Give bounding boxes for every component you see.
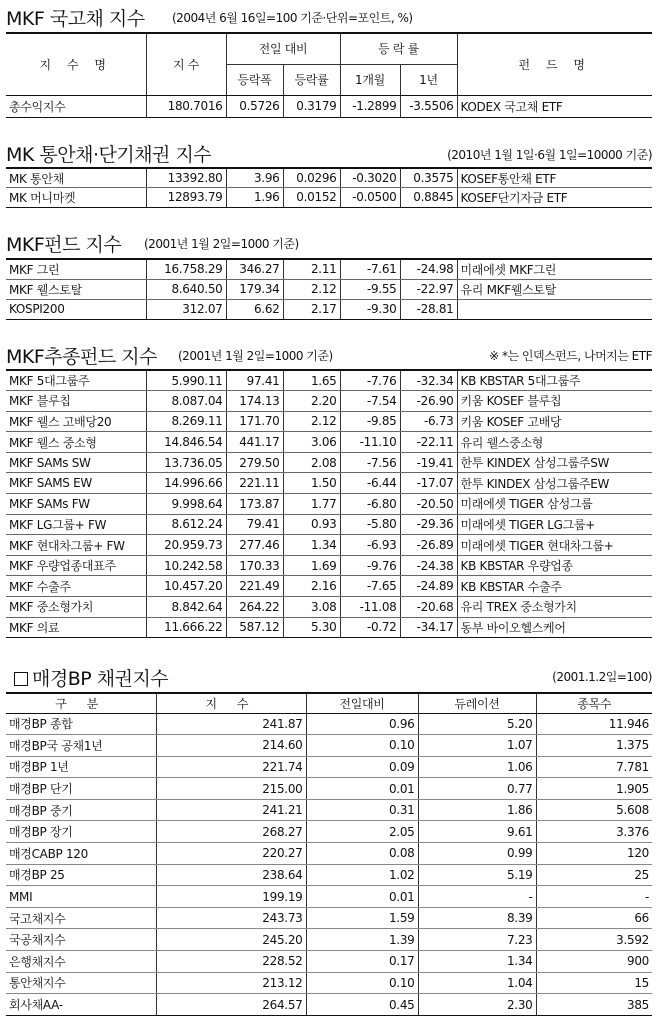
row-name: 매경BP 1년 — [6, 756, 156, 778]
row-fund-name: 한투 KINDEX 삼성그룹주EW — [457, 473, 652, 494]
s5-table — [6, 692, 652, 1016]
square-icon — [14, 672, 28, 686]
row-name: MKF 블루칩 — [6, 391, 146, 412]
row-count: 1.905 — [536, 778, 652, 800]
s3-note: (2001년 1월 2일=1000 기준) — [144, 237, 299, 251]
row-1year: -20.68 — [400, 597, 457, 618]
row-change-amount: 0.5726 — [226, 95, 283, 117]
row-1month: -9.30 — [340, 299, 400, 319]
row-fund-name: 동부 바이오헬스케어 — [457, 617, 652, 638]
table-row — [6, 951, 652, 973]
s3-table — [6, 258, 652, 320]
row-index: 264.57 — [156, 994, 306, 1016]
row-1year: -22.11 — [400, 432, 457, 453]
row-index: 10.457.20 — [146, 576, 226, 597]
row-fund-name: KOSEF단기자금 ETF — [457, 188, 652, 208]
table-row — [6, 188, 652, 208]
row-name: 매경BP 중기 — [6, 799, 156, 821]
table-row — [6, 259, 652, 279]
s3-table-wrap — [6, 258, 652, 320]
table-row — [6, 597, 652, 618]
row-index: 238.64 — [156, 864, 306, 886]
s3-title: MKF펀드 지수 — [6, 234, 122, 256]
table-row — [6, 735, 652, 757]
s5-title-wrap — [14, 664, 168, 691]
row-index: 9.998.64 — [146, 494, 226, 515]
row-1month: -6.80 — [340, 494, 400, 515]
row-duration: 7.23 — [418, 929, 536, 951]
row-prev-change: 1.02 — [306, 864, 418, 886]
s4-note2: ※ *는 인덱스펀드, 나머지는 ETF — [489, 349, 652, 363]
row-1month: -7.76 — [340, 370, 400, 391]
row-1year: -32.34 — [400, 370, 457, 391]
row-index: 214.60 — [156, 735, 306, 757]
row-count: 66 — [536, 907, 652, 929]
s5-header-dur: 듀레이션 — [418, 693, 536, 713]
s1-note: (2004년 6월 16일=100 기준·단위=포인트, %) — [172, 11, 413, 25]
row-prev-change: 1.39 — [306, 929, 418, 951]
s2-note: (2010년 1월 1일·6월 1일=10000 기준) — [447, 148, 652, 162]
s1-table — [6, 32, 652, 118]
row-name: MKF 그린 — [6, 259, 146, 279]
row-1month: -7.56 — [340, 452, 400, 473]
row-name: MKF 우량업종대표주 — [6, 555, 146, 576]
row-duration: 1.86 — [418, 799, 536, 821]
row-name: MK 머니마켓 — [6, 188, 146, 208]
table-row — [6, 494, 652, 515]
row-1month: -0.3020 — [340, 168, 400, 188]
row-name: 은행채지수 — [6, 951, 156, 973]
row-index: 10.242.58 — [146, 555, 226, 576]
row-prev-change: 1.59 — [306, 907, 418, 929]
row-index: 8.640.50 — [146, 279, 226, 299]
row-index: 199.19 — [156, 886, 306, 908]
row-change-amount: 3.96 — [226, 168, 283, 188]
row-change-rate: 2.11 — [283, 259, 340, 279]
row-duration: 8.39 — [418, 907, 536, 929]
s1-table-wrap — [6, 32, 652, 118]
row-count: 5.608 — [536, 799, 652, 821]
row-name: MKF 의료 — [6, 617, 146, 638]
row-index: 8.612.24 — [146, 514, 226, 535]
row-prev-change: 0.10 — [306, 972, 418, 994]
row-prev-change: 0.31 — [306, 799, 418, 821]
row-change-rate: 2.12 — [283, 411, 340, 432]
row-1year: -22.97 — [400, 279, 457, 299]
row-change-rate: 1.34 — [283, 535, 340, 556]
row-1month: -7.61 — [340, 259, 400, 279]
row-1year: -29.36 — [400, 514, 457, 535]
table-row — [6, 299, 652, 319]
row-fund-name: 미래에셋 TIGER 현대차그룹+ — [457, 535, 652, 556]
row-index: 5.990.11 — [146, 370, 226, 391]
table-row — [6, 168, 652, 188]
row-name: 매경BP국 공채1년 — [6, 735, 156, 757]
row-count: 3.592 — [536, 929, 652, 951]
row-name: MKF 수출주 — [6, 576, 146, 597]
row-fund-name: 미래에셋 TIGER LG그룹+ — [457, 514, 652, 535]
row-fund-name: 한투 KINDEX 삼성그룹주SW — [457, 452, 652, 473]
row-name: MKF SAMs FW — [6, 494, 146, 515]
row-1year: -19.41 — [400, 452, 457, 473]
row-name: MKF SAMS EW — [6, 473, 146, 494]
row-index: 16.758.29 — [146, 259, 226, 279]
row-prev-change: 0.09 — [306, 756, 418, 778]
row-index: 8.842.64 — [146, 597, 226, 618]
row-duration: 5.20 — [418, 713, 536, 735]
row-change-rate: 2.20 — [283, 391, 340, 412]
row-name: MKF 웰스 고배당20 — [6, 411, 146, 432]
s1-header-chg-rate: 등락률 — [283, 64, 340, 95]
s1-header-fund: 펀 드 명 — [457, 33, 652, 95]
row-1month: -11.08 — [340, 597, 400, 618]
row-index: 8.269.11 — [146, 411, 226, 432]
row-1year: -17.07 — [400, 473, 457, 494]
row-change-amount: 97.41 — [226, 370, 283, 391]
row-change-amount: 179.34 — [226, 279, 283, 299]
s1-header-prev: 전일 대비 — [226, 33, 340, 64]
row-fund-name: 유리 MKF웰스토탈 — [457, 279, 652, 299]
row-prev-change: 0.45 — [306, 994, 418, 1016]
row-count: 25 — [536, 864, 652, 886]
row-fund-name: 미래에셋 MKF그린 — [457, 259, 652, 279]
row-name: 국고채지수 — [6, 907, 156, 929]
row-fund-name: KOSEF통안채 ETF — [457, 168, 652, 188]
row-name: 매경BP 장기 — [6, 821, 156, 843]
row-1year: -20.50 — [400, 494, 457, 515]
s1-header-change: 등 락 률 — [340, 33, 457, 64]
table-row — [6, 95, 652, 117]
row-change-rate: 0.0152 — [283, 188, 340, 208]
row-name: KOSPI200 — [6, 299, 146, 319]
row-index: 13392.80 — [146, 168, 226, 188]
row-1month: -7.54 — [340, 391, 400, 412]
row-change-rate: 1.50 — [283, 473, 340, 494]
row-change-rate: 2.08 — [283, 452, 340, 473]
table-row — [6, 391, 652, 412]
table-row — [6, 972, 652, 994]
s5-note: (2001.1.2일=100) — [552, 670, 652, 684]
row-1year: -24.89 — [400, 576, 457, 597]
row-index: 312.07 — [146, 299, 226, 319]
row-count: 120 — [536, 843, 652, 865]
table-row — [6, 929, 652, 951]
row-count: 11.946 — [536, 713, 652, 735]
table-row — [6, 864, 652, 886]
row-index: 11.666.22 — [146, 617, 226, 638]
row-duration: 9.61 — [418, 821, 536, 843]
row-duration: 2.30 — [418, 994, 536, 1016]
row-duration: 1.04 — [418, 972, 536, 994]
row-prev-change: 0.10 — [306, 735, 418, 757]
row-change-rate: 2.16 — [283, 576, 340, 597]
row-fund-name: KODEX 국고채 ETF — [457, 95, 652, 117]
row-fund-name — [457, 299, 652, 319]
row-index: 220.27 — [156, 843, 306, 865]
table-row — [6, 799, 652, 821]
row-change-amount: 279.50 — [226, 452, 283, 473]
s1-header-index: 지 수 — [146, 33, 226, 95]
row-change-rate: 1.69 — [283, 555, 340, 576]
row-prev-change: 0.01 — [306, 886, 418, 908]
row-1year: 0.8845 — [400, 188, 457, 208]
s1-header-y1: 1년 — [400, 64, 457, 95]
row-1month: -5.80 — [340, 514, 400, 535]
row-1year: -28.81 — [400, 299, 457, 319]
row-name: 매경BP 단기 — [6, 778, 156, 800]
s4-note: (2001년 1월 2일=1000 기준) — [178, 349, 333, 363]
row-change-amount: 264.22 — [226, 597, 283, 618]
row-1year: -24.38 — [400, 555, 457, 576]
row-duration: - — [418, 886, 536, 908]
table-row — [6, 843, 652, 865]
s1-header-name: 지 수 명 — [6, 33, 146, 95]
row-fund-name: 유리 TREX 중소형가치 — [457, 597, 652, 618]
row-name: MKF 웰스 중소형 — [6, 432, 146, 453]
row-fund-name: KB KBSTAR 수출주 — [457, 576, 652, 597]
row-1year: -26.89 — [400, 535, 457, 556]
row-fund-name: 미래에셋 TIGER 삼성그룹 — [457, 494, 652, 515]
row-index: 8.087.04 — [146, 391, 226, 412]
row-name: 매경BP 종합 — [6, 713, 156, 735]
s4-title: MKF추종펀드 지수 — [6, 346, 157, 368]
table-row — [6, 576, 652, 597]
row-count: 3.376 — [536, 821, 652, 843]
row-count: 7.781 — [536, 756, 652, 778]
row-1month: -1.2899 — [340, 95, 400, 117]
row-index: 14.846.54 — [146, 432, 226, 453]
row-name: MKF 웰스토탈 — [6, 279, 146, 299]
row-fund-name: KB KBSTAR 5대그룹주 — [457, 370, 652, 391]
row-change-rate: 2.12 — [283, 279, 340, 299]
row-1month: -9.55 — [340, 279, 400, 299]
row-1month: -6.44 — [340, 473, 400, 494]
row-1month: -9.85 — [340, 411, 400, 432]
row-change-amount: 221.11 — [226, 473, 283, 494]
row-name: 회사채AA- — [6, 994, 156, 1016]
row-name: MKF 현대차그룹+ FW — [6, 535, 146, 556]
row-prev-change: 0.96 — [306, 713, 418, 735]
row-duration: 0.99 — [418, 843, 536, 865]
s5-title: 매경BP 채권지수 — [32, 668, 169, 690]
row-change-amount: 170.33 — [226, 555, 283, 576]
s1-header-chg-amt: 등락폭 — [226, 64, 283, 95]
row-index: 221.74 — [156, 756, 306, 778]
row-index: 180.7016 — [146, 95, 226, 117]
row-duration: 0.77 — [418, 778, 536, 800]
row-1year: 0.3575 — [400, 168, 457, 188]
row-fund-name: 키움 KOSEF 고배당 — [457, 411, 652, 432]
table-row — [6, 411, 652, 432]
row-name: MK 통안채 — [6, 168, 146, 188]
table-row — [6, 713, 652, 735]
row-change-amount: 79.41 — [226, 514, 283, 535]
table-row — [6, 279, 652, 299]
s2-table-wrap — [6, 167, 652, 208]
row-change-amount: 277.46 — [226, 535, 283, 556]
row-name: 통안채지수 — [6, 972, 156, 994]
row-duration: 1.07 — [418, 735, 536, 757]
row-duration: 1.34 — [418, 951, 536, 973]
row-1month: -7.65 — [340, 576, 400, 597]
row-1month: -0.72 — [340, 617, 400, 638]
row-index: 241.87 — [156, 713, 306, 735]
row-change-rate: 1.77 — [283, 494, 340, 515]
row-change-rate: 0.0296 — [283, 168, 340, 188]
row-name: 매경BP 25 — [6, 864, 156, 886]
s5-header-name: 구 분 — [6, 693, 156, 713]
row-duration: 1.06 — [418, 756, 536, 778]
s1-title: MKF 국고채 지수 — [6, 8, 145, 30]
row-1year: -26.90 — [400, 391, 457, 412]
s2-title: MK 통안채·단기채권 지수 — [6, 144, 212, 166]
s5-header-prev: 전일대비 — [306, 693, 418, 713]
row-1year: -34.17 — [400, 617, 457, 638]
row-1year: -3.5506 — [400, 95, 457, 117]
row-index: 268.27 — [156, 821, 306, 843]
row-name: MKF SAMs SW — [6, 452, 146, 473]
s2-table — [6, 167, 652, 208]
row-count: 900 — [536, 951, 652, 973]
row-1year: -6.73 — [400, 411, 457, 432]
row-count: 15 — [536, 972, 652, 994]
row-change-amount: 171.70 — [226, 411, 283, 432]
s4-table — [6, 369, 652, 638]
row-change-rate: 0.3179 — [283, 95, 340, 117]
row-fund-name: KB KBSTAR 우량업종 — [457, 555, 652, 576]
row-1month: -6.93 — [340, 535, 400, 556]
row-count: 385 — [536, 994, 652, 1016]
row-count: - — [536, 886, 652, 908]
row-change-rate: 5.30 — [283, 617, 340, 638]
row-1year: -24.98 — [400, 259, 457, 279]
row-change-amount: 174.13 — [226, 391, 283, 412]
row-prev-change: 0.17 — [306, 951, 418, 973]
row-change-rate: 3.06 — [283, 432, 340, 453]
table-row — [6, 555, 652, 576]
s5-table-wrap — [6, 692, 652, 1016]
row-name: MKF 중소형가치 — [6, 597, 146, 618]
row-change-amount: 587.12 — [226, 617, 283, 638]
row-index: 213.12 — [156, 972, 306, 994]
table-row — [6, 452, 652, 473]
row-1month: -11.10 — [340, 432, 400, 453]
row-duration: 5.19 — [418, 864, 536, 886]
row-index: 228.52 — [156, 951, 306, 973]
row-index: 13.736.05 — [146, 452, 226, 473]
row-name: MKF 5대그룹주 — [6, 370, 146, 391]
row-count: 1.375 — [536, 735, 652, 757]
row-change-amount: 221.49 — [226, 576, 283, 597]
row-change-amount: 346.27 — [226, 259, 283, 279]
table-row — [6, 535, 652, 556]
row-fund-name: 키움 KOSEF 블루칩 — [457, 391, 652, 412]
table-row — [6, 514, 652, 535]
row-name: MMI — [6, 886, 156, 908]
row-name: MKF LG그룹+ FW — [6, 514, 146, 535]
table-row — [6, 756, 652, 778]
table-row — [6, 778, 652, 800]
row-index: 14.996.66 — [146, 473, 226, 494]
row-change-rate: 2.17 — [283, 299, 340, 319]
s5-header-count: 종목수 — [536, 693, 652, 713]
table-row — [6, 432, 652, 453]
row-1month: -0.0500 — [340, 188, 400, 208]
row-change-amount: 441.17 — [226, 432, 283, 453]
row-index: 245.20 — [156, 929, 306, 951]
row-index: 241.21 — [156, 799, 306, 821]
row-index: 215.00 — [156, 778, 306, 800]
row-change-amount: 1.96 — [226, 188, 283, 208]
table-row — [6, 473, 652, 494]
row-name: 총수익지수 — [6, 95, 146, 117]
row-index: 20.959.73 — [146, 535, 226, 556]
table-row — [6, 886, 652, 908]
row-fund-name: 유리 웰스중소형 — [457, 432, 652, 453]
row-index: 243.73 — [156, 907, 306, 929]
table-row — [6, 821, 652, 843]
s4-table-wrap — [6, 369, 652, 638]
row-change-rate: 1.65 — [283, 370, 340, 391]
row-change-amount: 173.87 — [226, 494, 283, 515]
row-prev-change: 2.05 — [306, 821, 418, 843]
row-change-rate: 3.08 — [283, 597, 340, 618]
table-row — [6, 994, 652, 1016]
row-prev-change: 0.08 — [306, 843, 418, 865]
row-index: 12893.79 — [146, 188, 226, 208]
row-change-rate: 0.93 — [283, 514, 340, 535]
table-row — [6, 617, 652, 638]
row-prev-change: 0.01 — [306, 778, 418, 800]
s5-header-index: 지 수 — [156, 693, 306, 713]
row-change-amount: 6.62 — [226, 299, 283, 319]
table-row — [6, 907, 652, 929]
s1-header-m1: 1개월 — [340, 64, 400, 95]
row-name: 매경CABP 120 — [6, 843, 156, 865]
row-name: 국공채지수 — [6, 929, 156, 951]
row-1month: -9.76 — [340, 555, 400, 576]
table-row — [6, 370, 652, 391]
